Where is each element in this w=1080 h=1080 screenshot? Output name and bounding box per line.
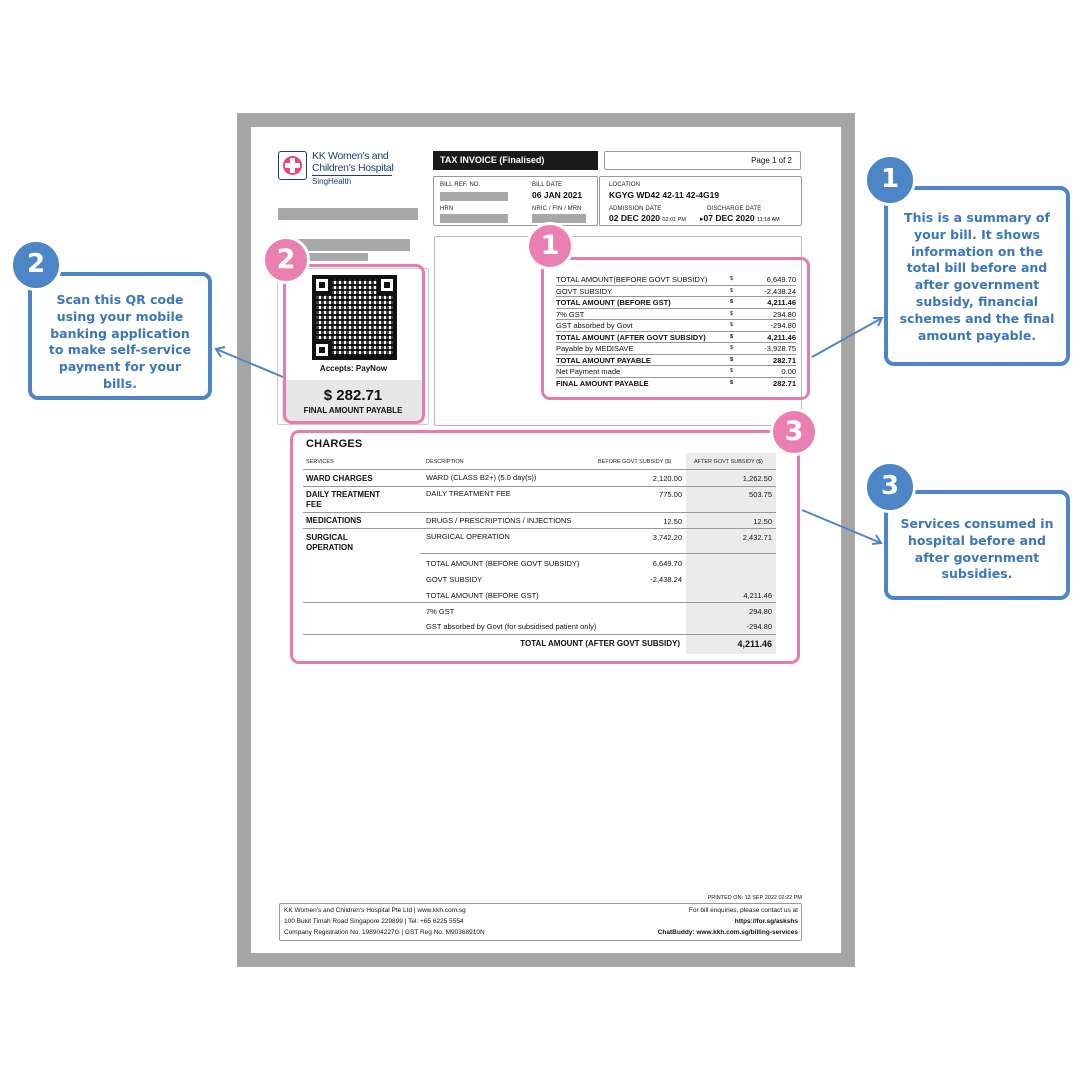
- connector-3: [802, 510, 881, 543]
- charges-title: CHARGES: [306, 438, 363, 450]
- pink-badge-1: 1: [526, 222, 574, 270]
- callout-summary: This is a summary of your bill. It shows information on the total bill before and after government subsidy, financial schemes and the final amount payable.: [884, 186, 1070, 366]
- summary-value: 4,211.46: [767, 298, 796, 307]
- discharge-date: 07 DEC 2020: [703, 213, 755, 223]
- summary-currency: $: [730, 345, 734, 351]
- gst-absorbed-value: -294.80: [746, 622, 772, 631]
- description-header: DESCRIPTION: [426, 459, 464, 465]
- summary-value: 282.71: [773, 355, 796, 365]
- summary-currency: $: [730, 322, 734, 328]
- summary-label: FINAL AMOUNT PAYABLE: [556, 378, 649, 388]
- service-surgical-line2: OPERATION: [306, 543, 353, 552]
- singhealth-label: SingHealth: [312, 177, 352, 186]
- summary-value: 6,649.70: [766, 275, 796, 284]
- total-before-gst-value: 4,211.46: [743, 591, 772, 600]
- after-medications: 12.50: [753, 517, 772, 526]
- footer-chatbuddy-link[interactable]: ChatBuddy: www.kkh.com.sg/billing-services: [657, 929, 798, 936]
- after-surgical: 2,432.71: [742, 533, 772, 542]
- after-ward: 1,262.50: [742, 474, 772, 483]
- description-daily-treatment: DAILY TREATMENT FEE: [426, 489, 511, 498]
- summary-value: -2,438.24: [764, 286, 796, 296]
- discharge-time: 11:18 AM: [756, 217, 780, 223]
- summary-currency: $: [730, 276, 734, 282]
- final-amount-label: FINAL AMOUNT PAYABLE: [303, 406, 403, 415]
- footer-address: 100 Bukit Timah Road Singapore 229899 | Tel: +65 6225 5554: [284, 918, 464, 925]
- connector-1: [812, 318, 882, 357]
- highlight-qr: [283, 264, 425, 424]
- bill-ref-label: BILL REF. NO.: [440, 182, 481, 188]
- before-daily-treatment: 775.00: [659, 490, 682, 499]
- summary-currency: $: [730, 287, 734, 294]
- location-value: KGYG WD42 42-11 42-4G19: [609, 190, 720, 200]
- blue-badge-1: 1: [864, 154, 916, 206]
- gst-label: 7% GST: [426, 607, 455, 616]
- before-surgical: 3,742.20: [652, 533, 682, 542]
- highlight-summary: [541, 257, 810, 400]
- highlight-charges: [290, 430, 800, 664]
- footer-askshs-link[interactable]: https://for.sg/askshs: [734, 918, 798, 925]
- printed-on: PRINTED ON: 13 SEP 2022 02:22 PM: [707, 895, 802, 901]
- service-ward-charges: WARD CHARGES: [306, 474, 373, 483]
- summary-currency: $: [730, 299, 734, 305]
- total-before-subsidy-value: 6,649.70: [652, 559, 682, 568]
- callout-qr: Scan this QR code using your mobile banking application to make self-service payment for your bills.: [28, 272, 212, 400]
- after-daily-treatment: 503.75: [749, 490, 772, 499]
- pink-badge-2: 2: [262, 236, 310, 284]
- bill-date: 06 JAN 2021: [532, 190, 583, 200]
- blue-badge-3: 3: [864, 461, 916, 513]
- summary-label: TOTAL AMOUNT PAYABLE: [556, 355, 651, 365]
- before-subsidy-header: BEFORE GOVT SUBSIDY ($): [598, 459, 672, 465]
- description-ward: WARD (CLASS B2+) (5.0 day(s)): [426, 473, 537, 482]
- summary-label: GOVT SUBSIDY: [556, 286, 613, 296]
- summary-currency: $: [730, 310, 734, 317]
- govt-subsidy-value: -2,438.24: [650, 575, 682, 584]
- grand-total-label: TOTAL AMOUNT (AFTER GOVT SUBSIDY): [520, 639, 680, 648]
- blue-badge-2: 2: [10, 239, 62, 291]
- admission-label: ADMISSION DATE: [609, 206, 662, 212]
- nric-label: NRIC / FIN / MRN: [532, 206, 582, 212]
- location-label: LOCATION: [609, 182, 641, 188]
- summary-label: GST absorbed by Govt: [556, 321, 633, 330]
- discharge-label: DISCHARGE DATE: [707, 206, 762, 212]
- final-amount-value: $ 282.71: [323, 387, 383, 404]
- summary-currency: $: [730, 356, 734, 363]
- summary-label: 7% GST: [556, 309, 585, 319]
- footer-company: KK Women's and Children's Hospital Pte Ltd | www.kkh.com.sg: [284, 907, 466, 914]
- summary-value: 282.71: [773, 378, 796, 388]
- total-before-subsidy-label: TOTAL AMOUNT (BEFORE GOVT SUBSIDY): [426, 559, 580, 568]
- govt-subsidy-label: GOVT SUBSIDY: [426, 575, 483, 584]
- summary-label: Net Payment made: [556, 367, 621, 376]
- summary-value: -294.80: [770, 321, 796, 330]
- summary-label: TOTAL AMOUNT (BEFORE GST): [556, 298, 671, 307]
- total-before-gst-label: TOTAL AMOUNT (BEFORE GST): [426, 591, 539, 600]
- services-header: SERVICES: [306, 459, 334, 465]
- summary-value: -3,928.75: [764, 344, 796, 353]
- gst-value: 294.80: [749, 607, 772, 616]
- service-medications: MEDICATIONS: [306, 516, 362, 525]
- service-surgical-line1: SURGICAL: [306, 533, 348, 542]
- connector-2: [216, 349, 283, 377]
- grand-total-value: 4,211.46: [737, 639, 772, 649]
- before-ward: 2,120.00: [652, 474, 682, 483]
- hospital-name-line2: Children's Hospital: [312, 162, 394, 174]
- footer-registration: Company Registration No. 198904227G | GST Reg No. M90368910N: [284, 929, 485, 936]
- summary-label: TOTAL AMOUNT(BEFORE GOVT SUBSIDY): [556, 275, 708, 284]
- pink-badge-3: 3: [770, 408, 818, 456]
- after-subsidy-header: AFTER GOVT SUBSIDY ($): [694, 459, 763, 465]
- gst-absorbed-label: GST absorbed by Govt (for subsidised patient only): [426, 622, 597, 631]
- page-indicator: Page 1 of 2: [604, 151, 801, 170]
- summary-currency: $: [730, 368, 734, 374]
- discharge-arrow-icon: ▸: [700, 216, 704, 223]
- tax-invoice-banner: TAX INVOICE (Finalised): [433, 151, 598, 170]
- before-medications: 12.50: [663, 517, 682, 526]
- summary-value: 294.80: [773, 309, 796, 319]
- service-daily-treatment-line1: DAILY TREATMENT: [306, 490, 381, 499]
- description-surgical: SURGICAL OPERATION: [426, 532, 510, 541]
- footer-enquiries: For bill enquiries, please contact us at: [688, 907, 798, 914]
- summary-label: TOTAL AMOUNT (AFTER GOVT SUBSIDY): [556, 332, 706, 342]
- qr-accepts-label: Accepts: PayNow: [319, 364, 388, 373]
- hospital-name-line1: KK Women's and: [312, 150, 389, 162]
- summary-label: Payable by MEDISAVE: [556, 344, 634, 353]
- summary-currency: $: [730, 333, 734, 340]
- callout-charges: Services consumed in hospital before and after government subsidies.: [884, 490, 1070, 600]
- description-medications: DRUGS / PRESCRIPTIONS / INJECTIONS: [426, 516, 572, 525]
- summary-currency: $: [730, 379, 734, 386]
- service-daily-treatment-line2: FEE: [306, 500, 322, 509]
- summary-value: 0.00: [781, 367, 796, 376]
- admission-date: 02 DEC 2020: [609, 213, 661, 223]
- summary-value: 4,211.46: [767, 332, 796, 342]
- admission-time: 02:01 PM: [662, 217, 686, 223]
- hrn-label: HRN: [440, 206, 454, 212]
- bill-date-label: BILL DATE: [532, 182, 563, 188]
